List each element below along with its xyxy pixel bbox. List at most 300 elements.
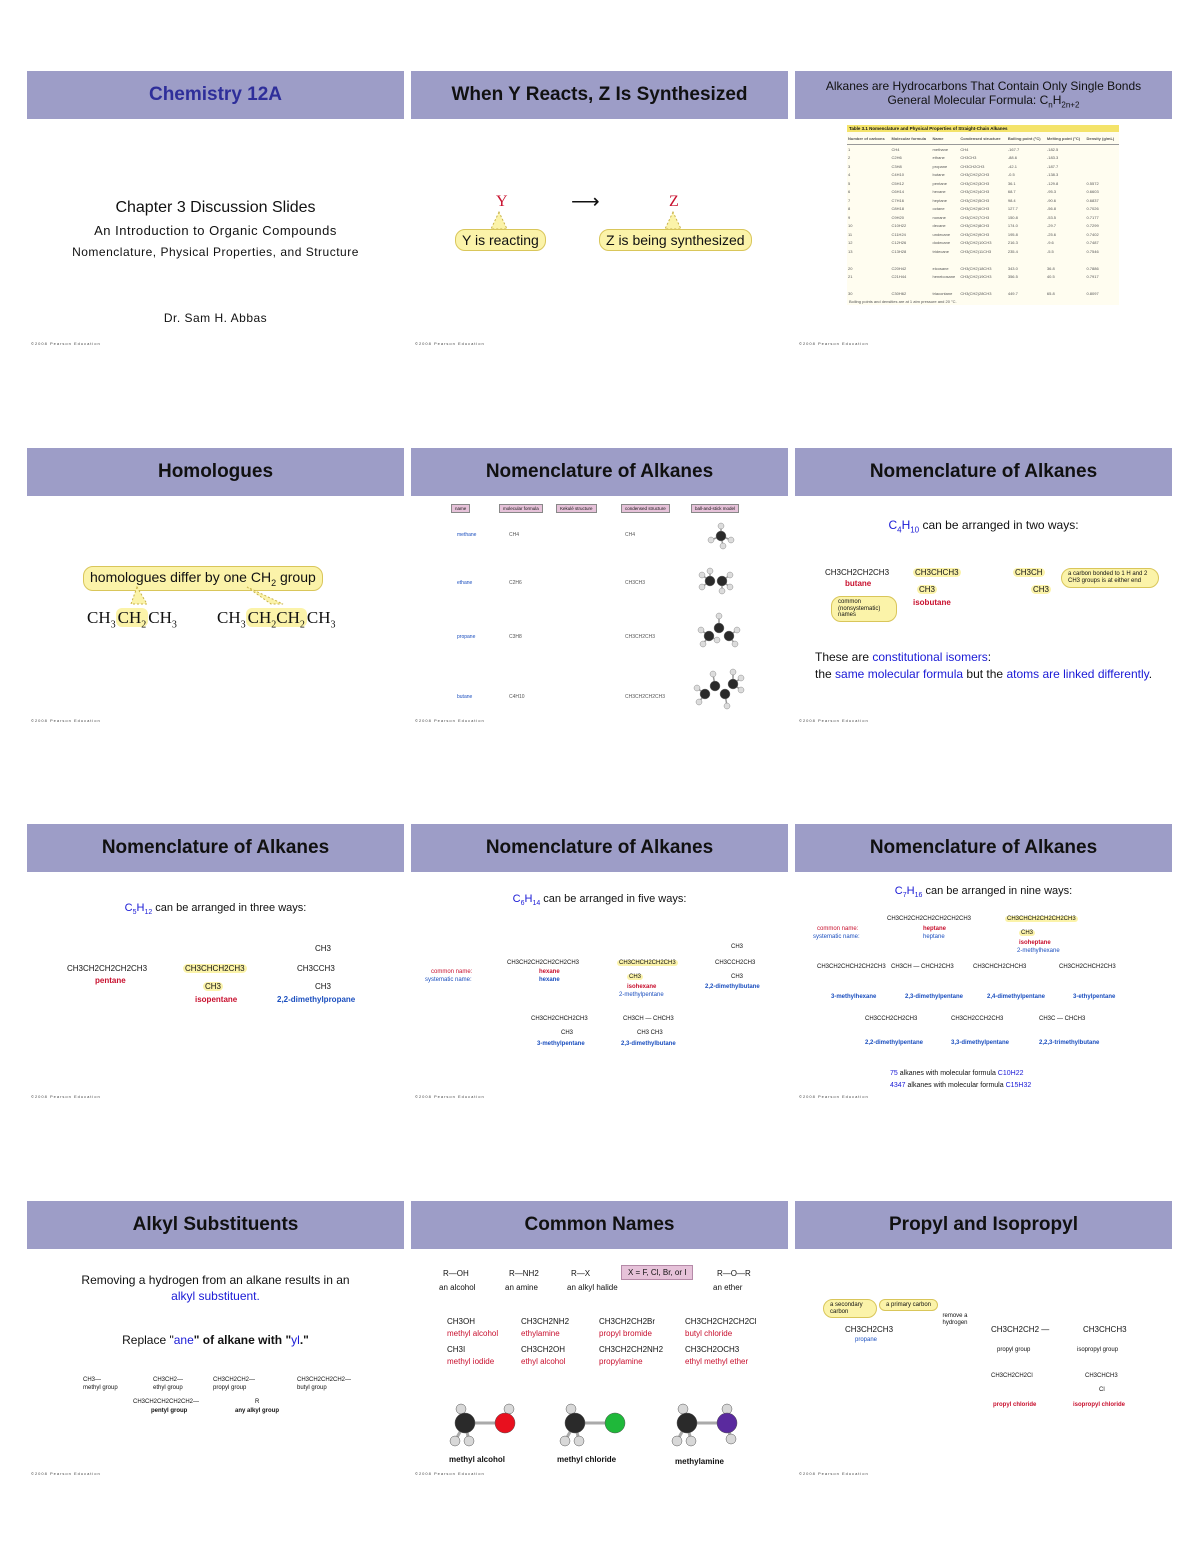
table-header-cell: Melting point (°C) <box>1046 132 1086 145</box>
table-cell: 36.8 <box>1046 265 1055 271</box>
heptane-formula: CH3CH2CH2CH2CH2CH2CH3 <box>887 916 972 922</box>
slide-title: Homologues <box>27 448 404 496</box>
chapter-title: Chapter 3 Discussion Slides <box>115 199 316 216</box>
isopropyl-chloride-formula: CH3CHCH3 <box>1085 1373 1118 1379</box>
slide-2 <box>411 71 788 351</box>
slide-12 <box>795 1201 1172 1481</box>
table-cell: CH3(CH2)8CH3 <box>960 223 990 229</box>
heptane-common: heptane <box>923 926 947 932</box>
table-cell: 68.7 <box>1007 189 1016 195</box>
table-cell: 36.1 <box>1007 180 1016 186</box>
table-cell: octane <box>932 206 945 212</box>
table-cell: CH3(CH2)5CH3 <box>960 197 990 203</box>
subtitle: An Introduction to Organic Compounds <box>94 223 337 238</box>
table-cell: -29.7 <box>1046 223 1057 229</box>
slide-title: Alkyl Substituents <box>27 1201 404 1249</box>
alkane-name: butane <box>457 694 473 700</box>
hydrogen-atom <box>734 627 740 633</box>
table-row <box>847 205 1119 214</box>
isohexane-branch: CH3 <box>629 974 642 980</box>
table-cell: heptane <box>932 197 947 203</box>
functional-group-formula: R—NH2 <box>509 1269 539 1278</box>
table-header-cell: Molecular formula <box>891 132 932 145</box>
table-cell: C10H22 <box>891 223 907 229</box>
table-cell <box>847 256 891 265</box>
intro-line: $C_6H_{14}$ can be arranged in five ways: <box>512 893 687 908</box>
table-cell: 449.7 <box>1007 291 1018 297</box>
table-cell: -129.8 <box>1046 180 1059 186</box>
table-cell <box>1085 145 1119 154</box>
reaction-arrow: ⟶ <box>571 191 600 213</box>
hydrogen-atom <box>566 1404 576 1414</box>
carbon-atom <box>717 576 727 586</box>
table-row <box>847 154 1119 163</box>
isohexane-systematic: 2-methylpentane <box>619 992 664 998</box>
definition-line-2: alkyl substituent. <box>171 1289 260 1303</box>
alkane-table <box>847 125 1119 305</box>
table-cell: 98.4 <box>1007 197 1016 203</box>
table-cell: 30 <box>848 291 853 297</box>
table-title: Table 3.1 Nomenclature and Physical Properties of Straight-Chain Alkanes <box>847 125 1119 132</box>
primary-carbon-callout: a primary carbon <box>879 1299 938 1311</box>
propyl-chloride-name: propyl chloride <box>993 1402 1037 1408</box>
functional-group-name: an alkyl halide <box>567 1283 618 1292</box>
molecule-model <box>699 568 733 594</box>
functional-group-name: an amine <box>505 1283 538 1292</box>
table-cell: -25.6 <box>1046 231 1057 237</box>
propyl-name: propyl group <box>997 1347 1031 1353</box>
table-cell: dodecane <box>932 240 951 246</box>
slide-title: Nomenclature of Alkanes <box>27 824 404 872</box>
footer: ©2008 Pearson Education <box>415 1094 485 1099</box>
footer: ©2008 Pearson Education <box>415 718 485 723</box>
example-formula: CH3CH2NH2 <box>521 1317 570 1326</box>
table-header-cell: Boiling point (°C) <box>1007 132 1046 145</box>
table-row <box>847 281 1119 290</box>
hydrogen-atom <box>574 1436 584 1446</box>
table-cell: 13 <box>848 248 853 254</box>
isomer-formula: CH3CHCH2CHCH3 <box>973 964 1027 970</box>
table-cell: 356.5 <box>1007 274 1018 280</box>
dmb23-systematic: 2,3-dimethylbutane <box>621 1041 676 1047</box>
topics: Nomenclature, Physical Properties, and Structure <box>72 245 359 259</box>
hydrogen-atom <box>699 584 705 590</box>
molecule-model <box>450 1404 515 1446</box>
hexane-formula: CH3CH2CH2CH2CH2CH3 <box>507 960 580 966</box>
table-cell: ethane <box>932 155 945 161</box>
hydrogen-atom <box>504 1404 514 1414</box>
dmb23-formula: CH3CH — CHCH3 <box>623 1016 674 1022</box>
functional-group-formula: R—OH <box>443 1269 469 1278</box>
table-cell <box>1046 256 1086 265</box>
table-cell: 2 <box>848 155 851 161</box>
slide-5 <box>411 448 788 728</box>
alkane-formula: CH4 <box>509 532 520 538</box>
example-name: ethyl methyl ether <box>685 1357 749 1366</box>
homologue-callout: homologues differ by one $CH_2$ group <box>83 566 323 591</box>
footer: ©2008 Pearson Education <box>799 1094 869 1099</box>
carbon-atom <box>677 1413 697 1433</box>
table-cell: C3H8 <box>891 163 902 169</box>
example-name: ethyl alcohol <box>521 1357 566 1366</box>
table-cell: 0.7886 <box>1086 265 1099 271</box>
table-cell: CH3(CH2)18CH3 <box>960 265 992 271</box>
table-cell: CH3(CH2)10CH3 <box>960 240 992 246</box>
hydrogen-atom <box>727 584 733 590</box>
molecule-model <box>694 669 744 709</box>
example-name: propyl bromide <box>599 1329 652 1338</box>
carbon-callout: a carbon bonded to 1 H and 2 CH3 groups is at either end <box>1061 568 1159 588</box>
intro-line: $C_5H_{12}$ can be arranged in three ways: <box>124 902 307 917</box>
example-formula: CH3CH2CH2NH2 <box>599 1345 664 1354</box>
example-name: ethylamine <box>521 1329 560 1338</box>
hydrogen-atom <box>727 572 733 578</box>
systematic-name-label: systematic name: <box>813 934 860 940</box>
table-cell: 0.7546 <box>1086 248 1099 254</box>
table-cell: -183.3 <box>1046 155 1059 161</box>
table-cell: C8H18 <box>891 206 904 212</box>
table-cell: -53.5 <box>1046 214 1057 220</box>
remove-hydrogen-note: remove a hydrogen <box>942 1313 968 1326</box>
halogen-note: X = F, Cl, Br, or I <box>621 1265 693 1280</box>
carbon-atom <box>565 1413 585 1433</box>
table-cell: -42.1 <box>1007 163 1017 169</box>
pentyl-formula: CH3CH2CH2CH2CH2— <box>133 1399 200 1405</box>
molecule-drawings <box>411 448 788 728</box>
alkane-formula: C3H8 <box>509 634 522 640</box>
table-cell: C4H10 <box>891 172 904 178</box>
butane-name: butane <box>845 579 872 588</box>
table-row <box>847 273 1119 282</box>
table-cell: C13H28 <box>891 248 907 254</box>
alkyl-name: ethyl group <box>153 1385 183 1391</box>
table-cell: -9.6 <box>1046 240 1054 246</box>
table-cell: undecane <box>932 231 951 237</box>
slide-4 <box>27 448 404 728</box>
table-cell: 4 <box>848 172 851 178</box>
alkane-condensed: CH3CH3 <box>625 580 646 586</box>
r-formula: R <box>255 1399 260 1405</box>
propane-formula: CH3CH2CH3 <box>845 1325 894 1334</box>
slide-7 <box>27 824 404 1104</box>
hexane-common: hexane <box>539 969 560 975</box>
definition-line-1: Removing a hydrogen from an alkane results in an <box>81 1273 350 1287</box>
alkane-name: methane <box>457 532 477 538</box>
column-header: Kekulé structure <box>556 504 597 513</box>
hydrogen-atom <box>726 1434 736 1444</box>
table-cell: 0.7177 <box>1086 214 1099 220</box>
table-cell: CH3CH2CH3 <box>960 163 985 169</box>
alkane-formula: C2H6 <box>509 580 522 586</box>
hydrogen-atom <box>686 1436 696 1446</box>
table-cell: -90.6 <box>1046 197 1057 203</box>
hydrogen-atom <box>700 641 706 647</box>
example-formula: CH3OH <box>447 1317 476 1326</box>
table-row <box>847 171 1119 180</box>
isomers-line-1: These are constitutional isomers: <box>815 650 992 664</box>
isohexane-common: isohexane <box>627 984 657 990</box>
example-name: methyl alcohol <box>447 1329 499 1338</box>
table-cell: heneicosane <box>932 274 956 280</box>
table-row <box>847 239 1119 248</box>
molecule-model <box>708 523 734 549</box>
table-cell: CH3(CH2)4CH3 <box>960 189 990 195</box>
isopentane-name: isopentane <box>195 995 238 1004</box>
molecule-model <box>698 613 740 647</box>
footer: ©2008 Pearson Education <box>31 1471 101 1476</box>
propane-name: propane <box>855 1337 878 1343</box>
table-row <box>847 230 1119 239</box>
table-row <box>847 247 1119 256</box>
table-cell: 0.6603 <box>1086 189 1099 195</box>
table-cell <box>1007 281 1046 290</box>
pentane-name: pentane <box>95 976 126 985</box>
table-cell: 235.4 <box>1007 248 1018 254</box>
hydrogen-atom <box>722 1404 732 1414</box>
isopentane-branch: CH3 <box>205 982 222 991</box>
table-cell <box>1085 154 1119 163</box>
alkyl-formula: CH3CH2CH2CH2— <box>297 1377 352 1383</box>
dmb23-branch: CH3 CH3 <box>637 1030 663 1036</box>
isomer-formula: CH3CH2CCH2CH3 <box>951 1016 1004 1022</box>
table-cell: 65.8 <box>1046 291 1055 297</box>
footer: ©2008 Pearson Education <box>799 341 869 346</box>
callout-pointers <box>411 71 788 351</box>
hexane-systematic: hexane <box>539 977 560 983</box>
table-cell <box>1085 171 1119 180</box>
dmb22-bot: CH3 <box>731 974 744 980</box>
example-formula: CH3I <box>447 1345 466 1354</box>
table-cell: CH3CH3 <box>960 155 977 161</box>
hydrogen-atom <box>719 588 725 594</box>
isopentane-formula: CH3CHCH2CH3 <box>185 964 245 973</box>
callout-pointers <box>27 448 404 728</box>
slide-title: Nomenclature of Alkanes <box>411 448 788 496</box>
slide-11 <box>411 1201 788 1481</box>
table-cell: -56.8 <box>1046 206 1057 212</box>
isomer-formula: CH3CH — CHCH2CH3 <box>891 964 954 970</box>
hydrogen-atom <box>560 1436 570 1446</box>
fact-1: 75 alkanes with molecular formula C10H22 <box>890 1070 1024 1077</box>
table-cell: tridecane <box>932 248 949 254</box>
heteroatom <box>495 1413 515 1433</box>
mp3-systematic: 3-methylpentane <box>537 1041 585 1047</box>
functional-group-name: an alcohol <box>439 1283 476 1292</box>
table-cell <box>891 256 932 265</box>
table-cell <box>1085 162 1119 171</box>
column-header: ball-and-stick model <box>691 504 739 513</box>
isopropyl-formula: CH3CHCH3 <box>1083 1325 1127 1334</box>
carbon-atom <box>716 531 726 541</box>
carbon-atom <box>720 689 730 699</box>
mp3-formula: CH3CH2CHCH2CH3 <box>531 1016 588 1022</box>
fact-2: 4347 alkanes with molecular formula C15H32 <box>890 1082 1032 1089</box>
hydrogen-atom <box>464 1436 474 1446</box>
hydrogen-atom <box>728 537 734 543</box>
ball-and-stick-models <box>411 1201 788 1481</box>
table-cell: CH3(CH2)11CH3 <box>960 248 992 254</box>
hydrogen-atom <box>707 568 713 574</box>
table-cell: 40.5 <box>1046 274 1055 280</box>
systematic-name-label: systematic name: <box>425 977 472 983</box>
table-cell: -167.7 <box>1007 146 1020 152</box>
hydrogen-atom <box>738 687 744 693</box>
table-cell: -182.5 <box>1046 146 1059 152</box>
table-cell: pentane <box>932 180 947 186</box>
functional-group-formula: R—O—R <box>717 1269 751 1278</box>
isopropyl-chloride-name: isopropyl chloride <box>1073 1402 1126 1408</box>
table-cell <box>932 281 960 290</box>
alkane-condensed: CH3CH2CH3 <box>625 634 656 640</box>
slide-9 <box>795 824 1172 1104</box>
isoheptane-common: isoheptane <box>1019 940 1051 946</box>
column-header: molecular formula <box>499 504 543 513</box>
table-cell <box>932 256 960 265</box>
propane-formula: $CH_3$ $CH_2$ $CH_3$ <box>87 608 177 631</box>
footer: ©2008 Pearson Education <box>799 1471 869 1476</box>
neopentane-top: CH3 <box>315 944 332 953</box>
table-cell: 150.8 <box>1007 214 1018 220</box>
table-cell: -187.7 <box>1046 163 1059 169</box>
table-cell: 0.7917 <box>1086 274 1099 280</box>
molecule-model <box>560 1404 625 1446</box>
slide-3 <box>795 71 1172 351</box>
butane-formula: CH3CH2CH2CH3 <box>825 568 890 577</box>
table-cell: 3 <box>848 163 851 169</box>
table-cell: C9H20 <box>891 214 904 220</box>
isomer-formula: CH3C — CHCH3 <box>1039 1016 1086 1022</box>
isomer-name: 3-ethylpentane <box>1073 994 1116 1000</box>
table-header-cell: Number of carbons <box>847 132 891 145</box>
table-cell: 1 <box>848 146 851 152</box>
alkane-condensed: CH3CH2CH2CH3 <box>625 694 666 700</box>
alkane-condensed: CH4 <box>625 532 636 538</box>
table-cell: CH3(CH2)19CH3 <box>960 274 992 280</box>
model-label-1: methyl alcohol <box>449 1455 506 1464</box>
hydrogen-atom <box>720 543 726 549</box>
table-cell: C21H44 <box>891 274 907 280</box>
example-formula: CH3CH2OCH3 <box>685 1345 740 1354</box>
table-cell: 0.7487 <box>1086 240 1099 246</box>
common-names-callout: common (nonsystematic) names <box>831 596 897 622</box>
table-cell: C7H16 <box>891 197 904 203</box>
isomer-name: 2,2,3-trimethylbutane <box>1039 1040 1100 1046</box>
table-row <box>847 162 1119 171</box>
isomers-line-2: the same molecular formula but the atoms are linked differently. <box>815 667 1153 681</box>
slide-10 <box>27 1201 404 1481</box>
table-cell <box>891 281 932 290</box>
example-name: methyl iodide <box>447 1357 495 1366</box>
table-cell <box>1007 256 1046 265</box>
title-line-1: Alkanes are Hydrocarbons That Contain Only Single Bonds <box>825 79 1142 94</box>
table-cell: -95.3 <box>1046 189 1057 195</box>
alkane-name: ethane <box>457 580 473 586</box>
table-cell: 11 <box>848 231 853 237</box>
hydrogen-atom <box>698 627 704 633</box>
propyl-formula: CH3CH2CH2 — <box>991 1325 1050 1334</box>
alkyl-name: butyl group <box>297 1385 327 1391</box>
table-header-cell: Name <box>932 132 960 145</box>
hydrogen-atom <box>696 699 702 705</box>
table-cell: C30H62 <box>891 291 907 297</box>
r-name: any alkyl group <box>235 1408 280 1414</box>
table-header-cell: Condensed structure <box>959 132 1007 145</box>
table-cell <box>847 281 891 290</box>
pentane-formula: CH3CH2CH2CH2CH3 <box>67 964 148 973</box>
functional-group-formula: R—X <box>571 1269 591 1278</box>
isoheptane-branch: CH3 <box>1021 930 1034 936</box>
table-cell: -138.3 <box>1046 172 1059 178</box>
neopentane-mid: CH3CCH3 <box>297 964 335 973</box>
slide-6 <box>795 448 1172 728</box>
table-row <box>847 188 1119 197</box>
table-row <box>847 290 1119 299</box>
common-name-label: common name: <box>431 969 473 975</box>
footer: ©2008 Pearson Education <box>415 1471 485 1476</box>
dmb22-top: CH3 <box>731 944 744 950</box>
isomer-name: 3,3-dimethylpentane <box>951 1040 1010 1046</box>
isopropyl-name: isopropyl group <box>1077 1347 1119 1353</box>
slide-title: When Y Reacts, Z Is Synthesized <box>411 71 788 119</box>
table-cell: hexane <box>932 189 946 195</box>
intro-line: $C_4H_{10}$ can be arranged in two ways: <box>888 518 1079 535</box>
carbon-atom <box>728 679 738 689</box>
callout-group: CH3CH <box>1015 568 1043 577</box>
table-cell: -88.6 <box>1007 155 1017 161</box>
replace-rule: Replace "ane" of alkane with "yl." <box>122 1333 309 1347</box>
isoheptane-formula: CH3CHCH2CH2CH2CH3 <box>1007 916 1076 922</box>
table-cell <box>1085 281 1119 290</box>
hydrogen-atom <box>678 1404 688 1414</box>
z-callout: Z is being synthesized <box>599 229 752 251</box>
table-cell: 0.7026 <box>1086 206 1099 212</box>
slide-title: Common Names <box>411 1201 788 1249</box>
column-header: name <box>451 504 470 513</box>
slide-title: Chemistry 12A <box>27 71 404 119</box>
footer: ©2008 Pearson Education <box>31 341 101 346</box>
hydrogen-atom <box>714 637 720 643</box>
carbon-atom <box>700 689 710 699</box>
isomer-name: 3-methylhexane <box>831 994 877 1000</box>
slide-8 <box>411 824 788 1104</box>
footer: ©2008 Pearson Education <box>31 718 101 723</box>
hydrogen-atom <box>730 669 736 675</box>
table-cell: 6 <box>848 189 851 195</box>
table-cell: nonane <box>932 214 946 220</box>
table-row <box>847 196 1119 205</box>
isomer-name: 2,3-dimethylpentane <box>905 994 964 1000</box>
table-cell: 0.7402 <box>1086 231 1099 237</box>
butane-formula: $CH_3$ $CH_2CH_2$ $CH_3$ <box>217 608 336 631</box>
alkyl-formula: CH3CH2CH2— <box>213 1377 256 1383</box>
intro-line: $C_7H_{16}$ can be arranged in nine ways: <box>894 885 1073 900</box>
table-cell: methane <box>932 146 949 152</box>
table-cell: C11H24 <box>891 231 906 237</box>
table-cell: -5.5 <box>1046 248 1054 254</box>
table-row <box>847 264 1119 273</box>
dmb22-mid: CH3CCH2CH3 <box>715 960 756 966</box>
example-formula: CH3CH2OH <box>521 1345 566 1354</box>
carbon-atom <box>704 631 714 641</box>
example-name: propylamine <box>599 1357 643 1366</box>
table-cell: 8 <box>848 206 851 212</box>
callout-branch: CH3 <box>1033 585 1050 594</box>
hydrogen-atom <box>694 685 700 691</box>
heteroatom <box>605 1413 625 1433</box>
dmb22-systematic: 2,2-dimethylbutane <box>705 984 760 990</box>
hydrogen-atom <box>708 537 714 543</box>
hydrogen-atom <box>716 613 722 619</box>
